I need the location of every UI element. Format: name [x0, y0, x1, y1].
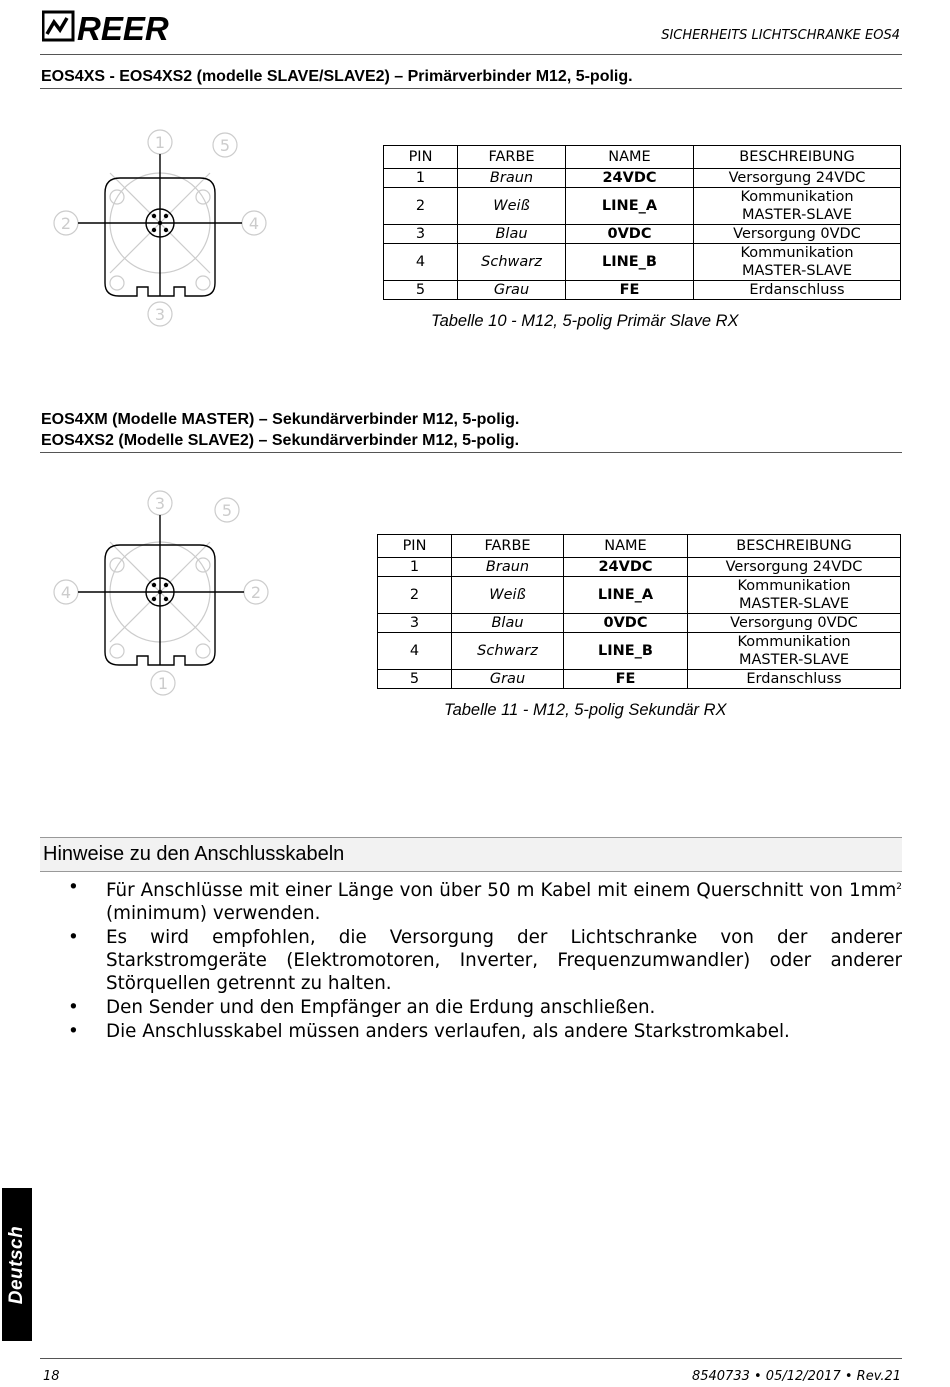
reer-logo [42, 8, 172, 44]
section2-rule [40, 452, 902, 453]
list-item: • Für Anschlüsse mit einer Länge von über 50 m Kabel mit einem Querschnitt von $1mm^2$ (minimum) verwenden. [68, 877, 902, 925]
header-rule [40, 54, 902, 55]
table-row: 2 Weiß LINE_A Kommunikation MASTER-SLAVE [384, 188, 901, 225]
table-row: 2 Weiß LINE_A Kommunikation MASTER-SLAVE [378, 577, 901, 614]
pin-label-top-right: 5 [221, 501, 233, 520]
table-row: 5 Grau FE Erdanschluss [384, 281, 901, 300]
header-beschreibung: BESCHREIBUNG [694, 146, 901, 169]
header-pin: PIN [384, 146, 458, 169]
pin-label-top: 1 [154, 133, 166, 152]
connector-diagram-primary [50, 120, 280, 335]
notes-list [68, 876, 902, 1043]
notes-title: Hinweise zu den Anschlusskabeln [43, 843, 345, 865]
list-item: • Die Anschlusskabel müssen anders verlaufen, als andere Starkstromkabel. [68, 1021, 790, 1043]
table-row: 3 Blau 0VDC Versorgung 0VDC [378, 614, 901, 633]
table-caption-secondary: Tabelle 11 - M12, 5-polig Sekundär RX [444, 701, 727, 719]
pin-label-top: 3 [154, 494, 166, 513]
table-caption-primary: Tabelle 10 - M12, 5-polig Primär Slave RX [431, 312, 739, 330]
pin-table-secondary [377, 534, 901, 689]
header-farbe: FARBE [458, 146, 566, 169]
connector-diagram-secondary [50, 485, 280, 700]
section2-title-line1: EOS4XM (Modelle MASTER) – Sekundärverbinder M12, 5-polig. [41, 411, 520, 428]
header-name: NAME [566, 146, 694, 169]
pin-table-primary [383, 145, 901, 300]
pin-label-right: 2 [250, 583, 262, 602]
pin-label-bottom: 3 [154, 305, 166, 324]
section2-title-line2: EOS4XS2 (Modelle SLAVE2) – Sekundärverbinder M12, 5-polig. [41, 432, 520, 449]
pin-label-left: 2 [60, 214, 72, 233]
table-row: 1 Braun 24VDC Versorgung 24VDC [384, 169, 901, 188]
page-number: 18 [43, 1369, 60, 1384]
header-farbe: FARBE [452, 535, 564, 558]
logo-text: REER [77, 10, 169, 44]
section1-rule [40, 88, 902, 89]
list-item: • Es wird empfohlen, die Versorgung der Lichtschranke von der anderer Starkstromgeräte (Elektromotoren, Inverter, Frequenzumwandler) oder anderer Störquellen getrennt zu halten. [68, 927, 902, 995]
table-row: 3 Blau 0VDC Versorgung 0VDC [384, 225, 901, 244]
pin-label-bottom: 1 [157, 674, 169, 693]
pin-label-top-right: 5 [219, 136, 231, 155]
table-row: 5 Grau FE Erdanschluss [378, 670, 901, 689]
footer-rule [40, 1358, 902, 1359]
header-name: NAME [564, 535, 688, 558]
pin-label-left: 4 [60, 583, 72, 602]
document-reference: 8540733 • 05/12/2017 • Rev.21 [691, 1369, 901, 1384]
list-item: • Den Sender und den Empfänger an die Erdung anschließen. [68, 997, 656, 1019]
language-label: Deutsch [6, 1225, 27, 1304]
table-row: 4 Schwarz LINE_B Kommunikation MASTER-SLAVE [378, 633, 901, 670]
table-header-row [378, 535, 901, 558]
header-pin: PIN [378, 535, 452, 558]
table-row: 1 Braun 24VDC Versorgung 24VDC [378, 558, 901, 577]
header-beschreibung: BESCHREIBUNG [688, 535, 901, 558]
language-side-tab [2, 1188, 32, 1341]
section1-title: EOS4XS - EOS4XS2 (modelle SLAVE/SLAVE2) – Primärverbinder M12, 5-polig. [41, 68, 633, 85]
table-row: 4 Schwarz LINE_B Kommunikation MASTER-SLAVE [384, 244, 901, 281]
document-title: SICHERHEITS LICHTSCHRANKE EOS4 [661, 28, 900, 43]
table-header-row [384, 146, 901, 169]
pin-label-right: 4 [248, 214, 260, 233]
